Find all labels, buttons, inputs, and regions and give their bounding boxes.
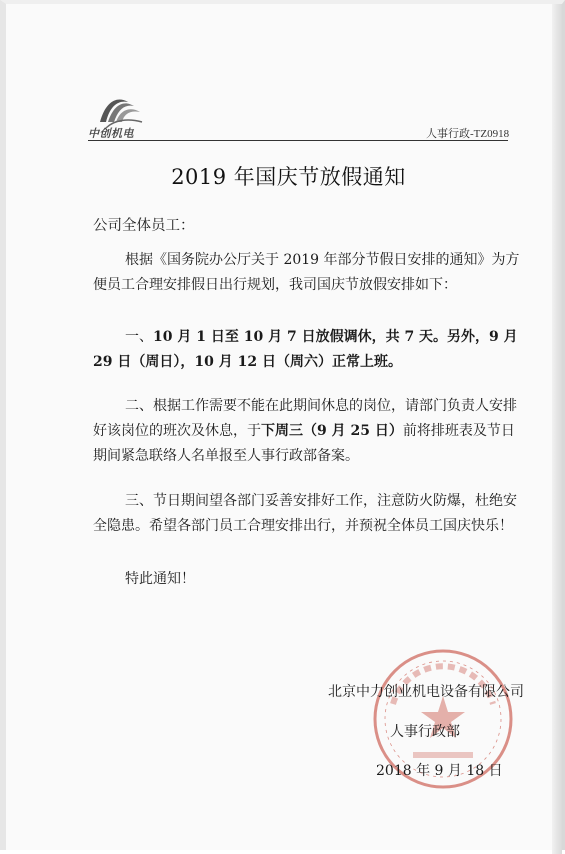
- item-two-paragraph: [93, 394, 523, 469]
- closing-line: 特此通知！: [125, 571, 195, 587]
- logo-text: 中创机电: [88, 128, 134, 140]
- item-one-paragraph: [93, 325, 523, 375]
- item-two-text-b: 前将排班表及节日期间紧急联络人名单报至人事行政部备案。: [93, 423, 515, 464]
- signature-company: 北京中力创业机电设备有限公司: [328, 684, 524, 700]
- signature-date: 2018 年 9 月 18 日: [376, 763, 503, 779]
- item-one-prefix: 一、: [125, 329, 153, 345]
- item-two-text-a: 二、根据工作需要不能在此期间休息的岗位，请部门负责人安排好该岗位的班次及休息，于: [93, 398, 517, 439]
- intro-paragraph: 根据《国务院办公厅关于 2019 年部分节假日安排的通知》为方便员工合理安排假日出行规划，我司国庆节放假安排如下：: [93, 252, 520, 293]
- signature-department: 人事行政部: [390, 724, 460, 740]
- salutation: 公司全体员工：: [93, 218, 195, 234]
- item-two-deadline: 下周三（9 月 25 日）: [261, 423, 403, 439]
- item-three-paragraph: 三、节日期间望各部门妥善安排好工作，注意防火防爆，杜绝安全隐患。希望各部门员工合理安排出行，并预祝全体员工国庆快乐！: [93, 493, 517, 534]
- scan-edge-shadow: [552, 4, 562, 854]
- document-title: 2019 年国庆节放假通知: [171, 165, 406, 189]
- document-code: 人事行政-TZ0918: [426, 128, 510, 140]
- header-divider: [88, 140, 508, 141]
- item-one-text: 10 月 1 日至 10 月 7 日放假调休，共 7 天。另外，9 月 29 日（周日），10 月 12 日（周六）正常上班。: [93, 329, 518, 370]
